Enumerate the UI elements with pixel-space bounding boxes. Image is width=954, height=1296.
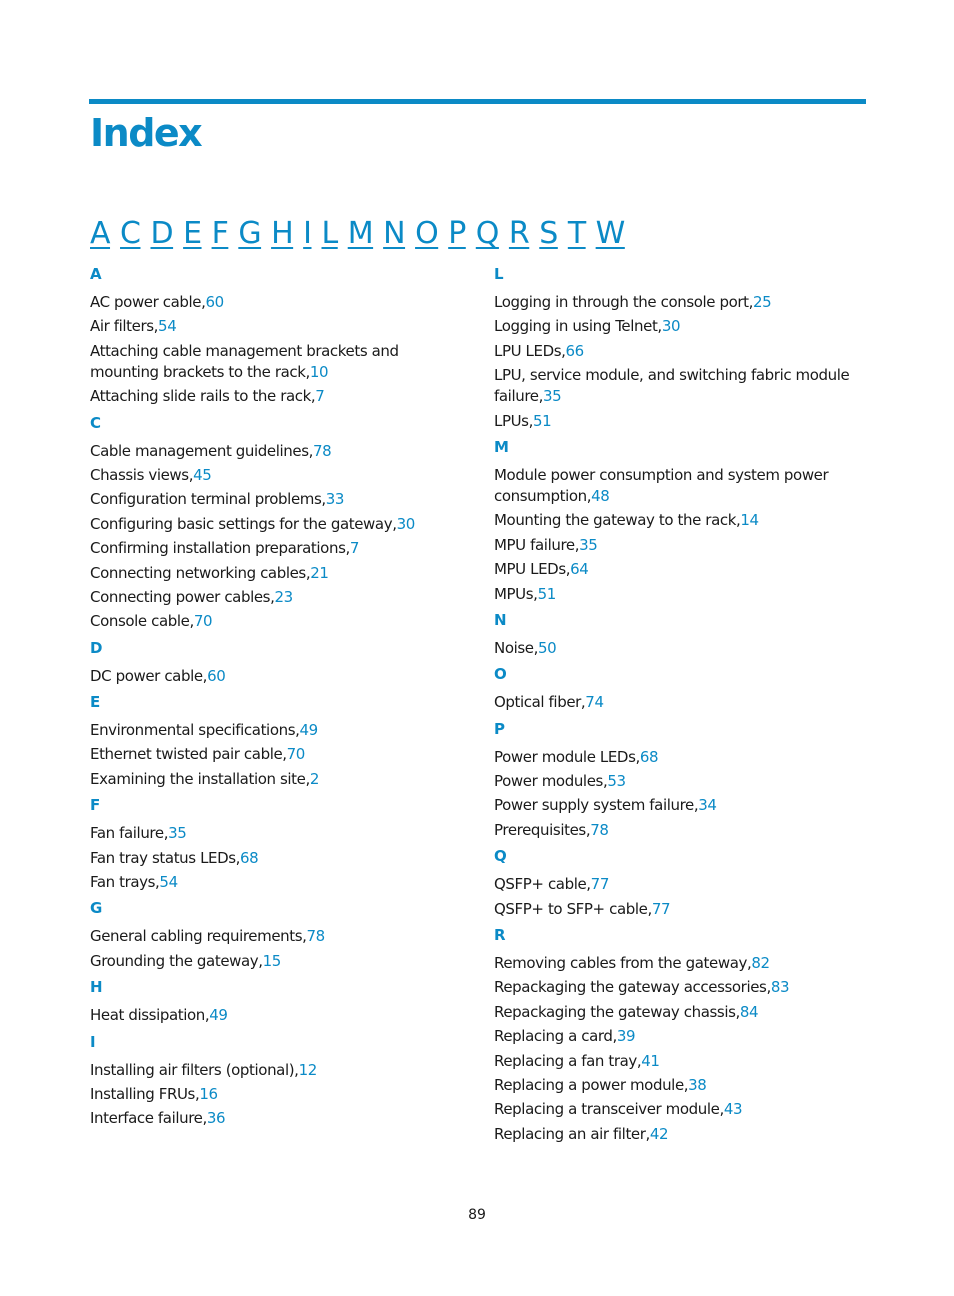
page-link[interactable]: 77 [651,899,671,918]
page-link[interactable]: 25 [753,293,772,311]
index-entry [90,744,470,765]
page-link[interactable]: 66 [565,341,584,360]
alphabet-link-n[interactable]: N [383,216,406,251]
section-letter-heading: L [494,265,504,283]
index-entry-text: Fan failure, [90,824,169,843]
page-link[interactable]: 38 [688,1075,707,1094]
index-entry [494,795,866,816]
index-entry [494,1099,866,1120]
alphabet-link-i[interactable]: I [303,216,312,251]
index-entry-text: Connecting power cables, [90,587,275,606]
index-entry-text: Environmental specifications, [90,721,300,740]
index-entry-text: MPU failure, [494,535,580,554]
alphabet-link-s[interactable]: S [539,216,558,251]
section-letter-heading: R [494,926,506,945]
index-column-right [494,262,866,1148]
index-entry-list [90,292,470,407]
page-link[interactable]: 43 [723,1100,743,1119]
index-entry-text: Module power consumption and system power consumption, [494,465,829,505]
section-letter-heading: N [494,610,507,629]
index-entry-text: Installing FRUs, [90,1084,200,1103]
index-entry [90,872,470,893]
index-entry [90,1060,470,1081]
index-entry-text: DC power cable, [90,666,208,685]
index-entry [90,769,470,790]
index-entry-text: Replacing a fan tray, [494,1051,642,1070]
index-entry-list [90,441,470,633]
index-section-n [494,608,866,659]
index-entry-text: Fan trays, [90,873,160,892]
index-entry-text: Replacing a power module, [494,1075,689,1094]
header-rule [89,99,866,104]
index-entry-text: Attaching slide rails to the rack, [90,387,316,406]
index-entry-list [90,926,470,971]
index-entry [494,977,866,998]
page-link[interactable]: 49 [209,1006,228,1025]
page-link[interactable]: 78 [590,820,609,839]
alphabet-link-h[interactable]: H [271,216,294,251]
index-entry [90,563,470,584]
index-entry-text: LPU, service module, and switching fabric module failure, [494,366,850,406]
index-entry-text: Air filters, [90,317,159,336]
index-entry-list [90,823,470,893]
index-column-left [90,262,470,1133]
index-section-q [494,844,866,919]
index-entry-text: MPU LEDs, [494,560,571,579]
index-entry-text: Ethernet twisted pair cable, [90,745,287,764]
page-link[interactable]: 42 [649,1124,669,1143]
index-entry-text: Grounding the gateway, [90,951,263,970]
index-entry-text: Connecting networking cables, [90,563,311,582]
page-link[interactable]: 78 [306,927,325,946]
page-link[interactable]: 36 [206,1109,226,1128]
index-entry [90,848,470,869]
index-entry-text: QSFP+ to SFP+ cable, [494,899,652,918]
alphabet-link-m[interactable]: M [347,216,374,251]
index-entry-text: Heat dissipation, [90,1006,210,1025]
index-entry-text: General cabling requirements, [90,927,307,946]
index-entry [90,926,470,947]
section-letter-heading: M [494,437,509,456]
page-link[interactable]: 39 [616,1027,636,1046]
page-link[interactable]: 60 [207,666,226,685]
index-entry-text: Repackaging the gateway accessories, [494,978,771,997]
page-link[interactable]: 51 [532,411,552,430]
page-link[interactable]: 83 [770,978,790,997]
index-entry-text: Logging in using Telnet, [494,317,662,336]
index-entry [90,720,470,741]
page-link[interactable]: 21 [310,563,329,582]
index-entry-list [90,1005,470,1026]
index-entry-text: Confirming installation preparations, [90,539,350,558]
index-entry [494,292,866,313]
page-link[interactable]: 34 [698,796,717,815]
index-entry-text: Examining the installation site, [90,769,310,788]
index-entry [494,820,866,841]
index-entry-text: Fan tray status LEDs, [90,848,241,867]
index-entry-list [494,692,866,713]
index-entry [494,465,866,507]
index-entry [494,365,866,407]
index-section-m [494,435,866,605]
alphabet-link-o[interactable]: O [415,216,439,251]
page-link[interactable]: 16 [199,1084,218,1103]
index-entry [90,951,470,972]
page-link[interactable]: 2 [309,769,319,788]
index-entry [494,1051,866,1072]
index-entry-text: Console cable, [90,612,194,631]
index-entry [494,584,866,605]
alphabet-link-p[interactable]: P [448,216,466,251]
alphabet-link-c[interactable]: C [120,216,141,251]
index-entry [90,341,470,383]
page-link[interactable]: 15 [262,951,281,970]
index-entry [90,587,470,608]
index-entry-text: Chassis views, [90,465,194,484]
index-entry [494,1002,866,1023]
index-entry [90,292,470,313]
page-link[interactable]: 70 [193,612,213,631]
alphabet-link-w[interactable]: W [595,216,625,251]
index-entry-list [494,292,866,432]
alphabet-nav [90,214,625,254]
index-entry-text: Power module LEDs, [494,747,640,766]
index-entry-list [90,1060,470,1130]
page-link[interactable]: 7 [315,387,325,406]
section-letter-heading: P [494,719,505,738]
page-link[interactable]: 50 [537,638,557,657]
index-entry [494,341,866,362]
page-link[interactable]: 35 [542,387,562,406]
index-entry-text: Configuring basic settings for the gateway, [90,514,397,533]
page-link[interactable]: 48 [591,486,610,505]
index-entry [494,1124,866,1145]
page-link[interactable]: 60 [205,293,224,311]
index-entry-text: LPU LEDs, [494,341,566,360]
page-number: 89 [468,1207,486,1223]
index-section-h [90,975,470,1026]
index-entry [90,666,470,687]
index-entry-text: Optical fiber, [494,693,586,712]
index-entry-text: QSFP+ cable, [494,875,591,894]
page-link[interactable]: 30 [661,317,681,336]
index-entry [90,489,470,510]
page-link[interactable]: 41 [641,1051,660,1070]
page-link[interactable]: 82 [751,954,770,973]
index-section-f [90,793,470,893]
page-link[interactable]: 77 [590,875,609,894]
index-entry [494,899,866,920]
index-entry [494,411,866,432]
page-link[interactable]: 33 [325,490,345,509]
page-link[interactable]: 35 [579,535,598,554]
section-letter-heading: O [494,665,507,684]
index-section-a [90,262,470,407]
index-entry [90,386,470,407]
page-link[interactable]: 64 [570,560,589,579]
page-link[interactable]: 53 [607,772,626,791]
page-link[interactable]: 45 [193,465,212,484]
alphabet-link-g[interactable]: G [238,216,262,251]
page-link[interactable]: 49 [299,721,318,740]
index-entry-text: Mounting the gateway to the rack, [494,511,741,530]
index-entry [90,538,470,559]
index-entry-text: Interface failure, [90,1109,207,1128]
index-entry [90,441,470,462]
index-entry-list [90,720,470,790]
index-section-r [494,923,866,1145]
page-link[interactable]: 7 [349,539,360,558]
index-entry-list [494,874,866,919]
section-letter-heading: C [90,413,102,432]
index-entry [90,1084,470,1105]
page-link[interactable]: 14 [740,511,759,530]
index-entry-list [494,638,866,659]
index-section-p [494,717,866,841]
index-entry-list [494,747,866,841]
page-link[interactable]: 12 [298,1060,317,1079]
section-letter-heading: A [90,265,102,283]
index-entry-list [494,953,866,1145]
alphabet-link-f[interactable]: F [211,216,229,251]
index-entry-text: Installing air filters (optional), [90,1060,299,1079]
index-entry [90,465,470,486]
page-link[interactable]: 68 [639,747,659,766]
page-link[interactable]: 30 [396,514,415,533]
index-entry-text: Replacing a card, [494,1027,617,1046]
index-entry [494,535,866,556]
index-entry [494,771,866,792]
section-letter-heading: G [90,899,103,918]
index-entry [494,874,866,895]
index-entry [90,611,470,632]
index-entry-text: Prerequisites, [494,820,591,839]
index-entry-list [90,666,470,687]
index-entry [494,747,866,768]
index-entry-text: Removing cables from the gateway, [494,954,752,973]
index-section-g [90,896,470,971]
alphabet-link-r[interactable]: R [508,216,530,251]
index-entry-text: AC power cable, [90,293,206,311]
index-entry [494,510,866,531]
page-link[interactable]: 84 [739,1002,759,1021]
page-link[interactable]: 70 [286,745,305,764]
page-link[interactable]: 54 [158,317,177,336]
page-link[interactable]: 74 [585,693,604,712]
index-entry [90,1005,470,1026]
index-entry-list [494,465,866,605]
index-entry-text: Configuration terminal problems, [90,490,326,509]
page-link[interactable]: 78 [313,441,332,460]
alphabet-link-l[interactable]: L [321,216,338,251]
section-letter-heading: I [90,1032,96,1051]
page-link[interactable]: 23 [274,587,293,606]
index-entry-text: Logging in through the console port, [494,293,754,311]
alphabet-link-t[interactable]: T [567,216,586,251]
alphabet-link-e[interactable]: E [183,216,202,251]
index-section-d [90,636,470,687]
section-letter-heading: Q [494,847,507,866]
page-link[interactable]: 35 [168,824,187,843]
section-letter-heading: F [90,796,101,815]
index-entry-text: Cable management guidelines, [90,441,313,460]
index-section-l [494,262,866,432]
index-section-c [90,411,470,633]
page-title: Index [90,111,202,155]
index-section-i [90,1030,470,1130]
index-entry [90,1108,470,1129]
index-entry [494,316,866,337]
page-link[interactable]: 10 [309,362,329,381]
index-entry [494,559,866,580]
index-entry-text: Power supply system failure, [494,796,699,815]
index-entry-text: Noise, [494,638,538,657]
index-entry-text: Repackaging the gateway chassis, [494,1002,740,1021]
index-section-e [90,690,470,790]
section-letter-heading: H [90,978,103,997]
index-entry [494,1075,866,1096]
index-entry-text: Replacing a transceiver module, [494,1100,724,1119]
index-entry-text: Replacing an air filter, [494,1124,650,1143]
index-entry-text: Power modules, [494,772,608,791]
alphabet-link-q[interactable]: Q [475,216,499,251]
index-entry-text: LPUs, [494,411,533,430]
index-entry [90,823,470,844]
index-entry [90,514,470,535]
index-entry-text: Attaching cable management brackets and mounting brackets to the rack, [90,341,399,381]
section-letter-heading: E [90,693,101,712]
index-entry [90,316,470,337]
page-link[interactable]: 68 [240,848,259,867]
index-entry [494,1026,866,1047]
index-entry [494,692,866,713]
alphabet-link-d[interactable]: D [150,216,174,251]
page-link[interactable]: 54 [159,873,178,892]
index-entry [494,953,866,974]
index-entry [494,638,866,659]
index-section-o [494,662,866,713]
index-entry-text: MPUs, [494,584,538,603]
page-link[interactable]: 51 [537,584,556,603]
section-letter-heading: D [90,638,103,657]
alphabet-link-a[interactable]: A [90,216,111,251]
